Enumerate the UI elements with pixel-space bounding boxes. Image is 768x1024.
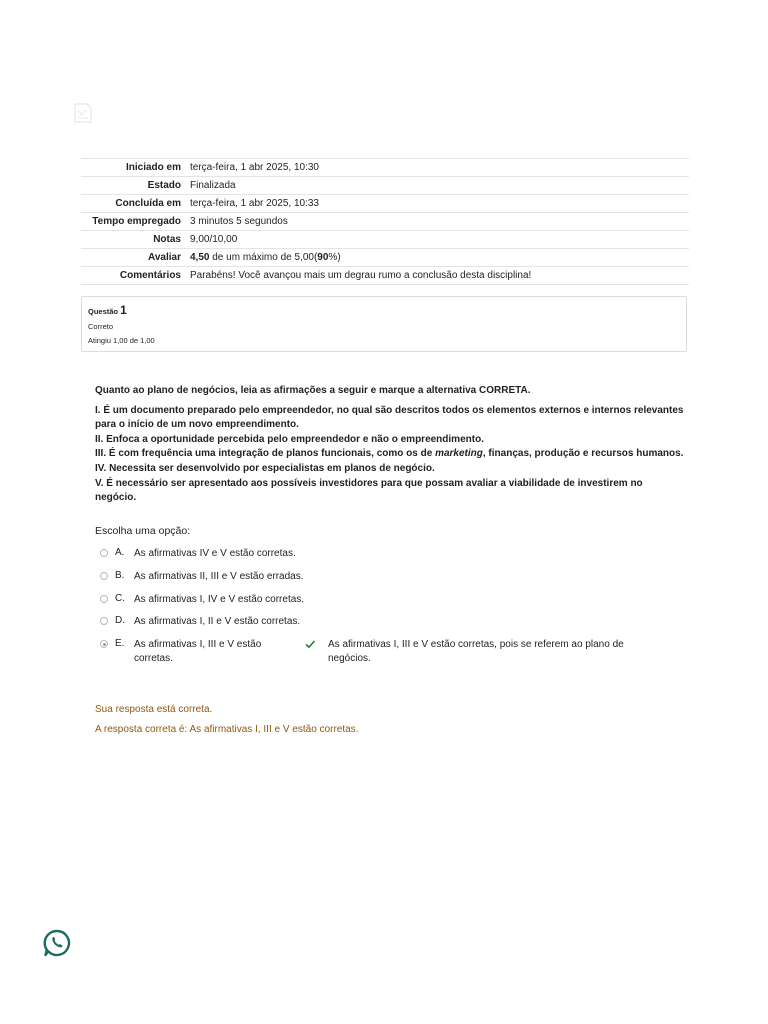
statement-4: IV. Necessita ser desenvolvido por especialistas em planos de negócio. xyxy=(95,462,435,474)
summary-value: terça-feira, 1 abr 2025, 10:30 xyxy=(190,162,319,173)
radio-button[interactable] xyxy=(100,617,108,625)
question-status: Correto xyxy=(88,322,114,331)
option-letter: E. xyxy=(115,638,125,649)
grade-mid: de um máximo de 5,00( xyxy=(209,252,318,263)
grade-percent: 90 xyxy=(317,252,329,263)
summary-value: 9,00/10,00 xyxy=(190,234,238,245)
option-letter: C. xyxy=(115,593,125,604)
option-text: As afirmativas I, II e V estão corretas. xyxy=(134,616,301,627)
summary-label: Notas xyxy=(153,234,181,245)
question-score: Atingiu 1,00 de 1,00 xyxy=(88,336,155,345)
question-number xyxy=(88,303,680,317)
option-letter: D. xyxy=(115,615,125,626)
radio-button-selected[interactable] xyxy=(100,640,108,648)
choose-option-prompt: Escolha uma opção: xyxy=(95,525,191,537)
summary-label: Iniciado em xyxy=(125,162,181,173)
statement-3-start: III. É com frequência uma integração de planos funcionais, como os de xyxy=(95,448,436,460)
question-label: Questão xyxy=(88,307,119,316)
grade-value: 4,50 xyxy=(190,252,210,263)
statement-3-end: , finanças, produção e recursos humanos. xyxy=(482,448,684,460)
answer-status: Sua resposta está correta. xyxy=(95,704,213,715)
summary-label: Concluída em xyxy=(115,198,181,209)
attempt-summary-table xyxy=(81,158,689,285)
radio-button[interactable] xyxy=(100,549,108,557)
correct-answer: A resposta correta é: As afirmativas I, III e V estão corretas. xyxy=(95,724,359,735)
summary-value: 3 minutos 5 segundos xyxy=(190,216,288,227)
option-letter: B. xyxy=(115,570,125,581)
summary-row-state xyxy=(81,177,689,195)
question-number-value: 1 xyxy=(120,303,127,317)
whatsapp-icon[interactable] xyxy=(42,928,72,958)
summary-value: Parabéns! Você avançou mais um degrau rumo a conclusão desta disciplina! xyxy=(190,270,532,281)
question-text xyxy=(95,384,685,506)
summary-label: Comentários xyxy=(119,270,181,281)
option-feedback: As afirmativas I, III e V estão corretas, pois se referem ao plano de negócios. xyxy=(328,639,624,664)
option-text: As afirmativas II, III e V estão erradas. xyxy=(134,571,304,582)
statement-2: II. Enfoca a oportunidade percebida pelo empreendedor e não o empreendimento. xyxy=(95,433,484,445)
option-letter: A. xyxy=(115,547,125,558)
summary-label: Estado xyxy=(147,180,181,191)
summary-row-completed xyxy=(81,195,689,213)
option-text: As afirmativas I, III e V estão corretas. xyxy=(134,639,262,664)
question-lead: Quanto ao plano de negócios, leia as afirmações a seguir e marque a alternativa CORRETA. xyxy=(95,385,531,396)
question-info-box xyxy=(81,296,687,352)
summary-row-time-taken xyxy=(81,213,689,231)
summary-row-comments xyxy=(81,267,689,285)
radio-button[interactable] xyxy=(100,595,108,603)
summary-value: Finalizada xyxy=(190,180,236,191)
summary-label: Tempo empregado xyxy=(92,216,181,227)
summary-row-marks xyxy=(81,231,689,249)
summary-value: terça-feira, 1 abr 2025, 10:33 xyxy=(190,198,319,209)
grade-end: %) xyxy=(328,252,341,263)
document-icon xyxy=(72,102,94,124)
statement-1: I. É um documento preparado pelo empreendedor, no qual são descritos todos os elementos externos e internos relevantes para o início de um novo empreendimento. xyxy=(95,404,684,431)
statement-5: V. É necessário ser apresentado aos possíveis investidores para que possam avaliar a viabilidade de investirem no negócio. xyxy=(95,477,643,504)
check-icon xyxy=(304,638,316,650)
summary-label: Avaliar xyxy=(148,252,181,263)
option-text: As afirmativas IV e V estão corretas. xyxy=(134,548,296,559)
radio-button[interactable] xyxy=(100,572,108,580)
option-text: As afirmativas I, IV e V estão corretas. xyxy=(134,594,305,605)
statement-3 xyxy=(95,447,685,462)
summary-row-started xyxy=(81,159,689,177)
summary-row-grade xyxy=(81,249,689,267)
statement-3-italic: marketing xyxy=(435,448,483,460)
summary-value xyxy=(187,249,689,267)
